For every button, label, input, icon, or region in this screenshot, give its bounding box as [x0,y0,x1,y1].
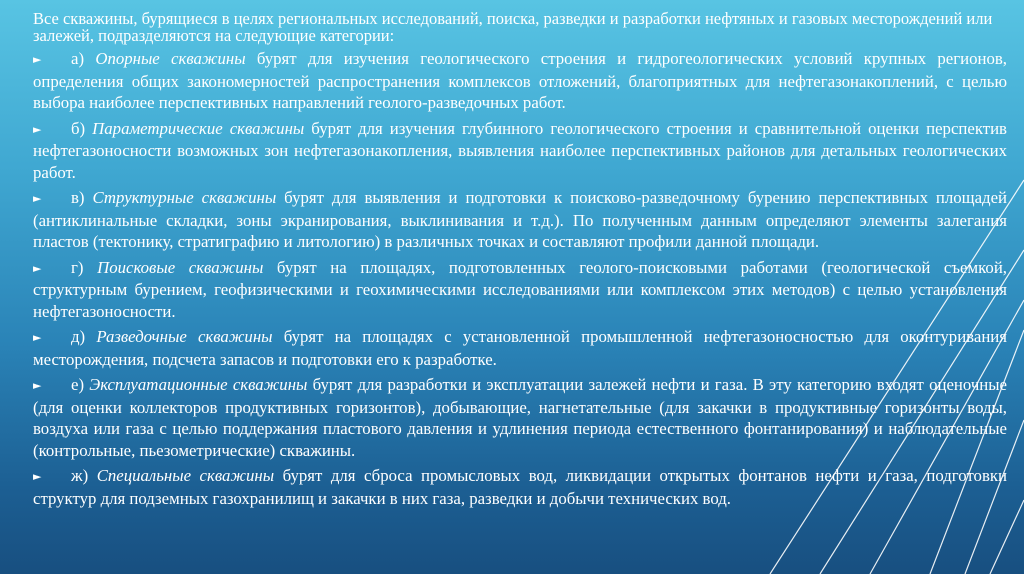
item-term: Поисковые скважины [97,257,264,277]
item-term: Специальные скважины [96,466,275,485]
bullet-arrow-icon: ► [33,122,42,136]
item-text: бурят для выявления и подготовки к поисково-разведочному бурению перспективных площадей (антиклинальные складки, зоны экранирования, выклинивания и т.д.). По полученным данным определяют элементы залегания пластов (тектонику, стратиграфию и литологию) в различных точках и составляют профили данной площади. [33,188,1007,251]
bullet-arrow-icon: ► [33,331,42,344]
item-term: Эксплуатационные скважины [89,375,308,394]
item-term: Параметрические скважины [92,118,305,138]
bullet-arrow-icon: ► [33,192,42,205]
list-item-g [33,257,1007,323]
item-prefix: в) [71,188,93,207]
bullet-arrow-icon: ► [33,261,42,275]
item-prefix: а) [71,49,96,68]
intro-paragraph: Все скважины, бурящиеся в целях региональных исследований, поиска, разведки и разработки нефтяных и газовых месторождений или залежей, подразделяются на следующие категории: [33,9,993,45]
bullet-arrow-icon: ► [33,470,42,483]
item-prefix: б) [71,118,93,138]
item-text: бурят для разработки и эксплуатации залежей нефти и газа. В эту категорию входят оценочные (для оценки коллекторов продуктивных горизонтов), добывающие, нагнетательные (для закачки в продуктивные горизонты воды, воздуха или газа с целью поддержания пластового давления и удлинения периода естественного фонтанирования) и наблюдательные (контрольные, пьезометрические) скважины. [33,375,1007,460]
item-text: бурят на площадях с установленной промышленной нефтегазоносностью для оконтуривания месторождения, подсчета запасов и подготовки его к разработке. [33,327,1008,369]
item-prefix: ж) [71,466,97,485]
bullet-arrow-icon: ► [33,53,42,66]
item-text: бурят для изучения геологического строения и гидрогеологических условий крупных регионов, определения общих закономерностей распространения комплексов отложений, благоприятных для нефтегазонакоплений, с целью выбора наиболее перспективных направлений геолого-разведочных работ. [33,49,1008,112]
item-prefix: е) [71,375,90,394]
item-prefix: д) [71,327,97,346]
bullet-arrow-icon: ► [33,379,42,392]
item-text: бурят для изучения глубинного геологического строения и сравнительной оценки перспектив нефтегазоносности возможных зон нефтегазонакопления, выявления наиболее перспективных районов для детальных геологических работ. [33,118,1007,182]
item-term: Опорные скважины [95,49,246,68]
item-term: Структурные скважины [92,188,277,207]
item-text: бурят на площадях, подготовленных геолого-поисковыми работами (геологической съемкой, структурным бурением, геофизическими и геохимическими исследованиями или комплексом этих методов) с целью установления нефтегазоносности. [33,257,1007,321]
list-item-v [33,187,1007,253]
list-item-a [33,48,1007,114]
item-text: бурят для сброса промысловых вод, ликвидации открытых фонтанов нефти и газа, подготовки структур для подземных газохранилищ и закачки в них газа, разведки и добычи технических вод. [33,466,1008,508]
item-prefix: г) [71,257,98,277]
list-item-d [33,326,1007,370]
list-item-b [33,118,1007,184]
list-item-e [33,374,1007,461]
list-item-zh [33,465,1007,509]
item-term: Разведочные скважины [96,327,273,346]
text-content [31,10,1007,513]
